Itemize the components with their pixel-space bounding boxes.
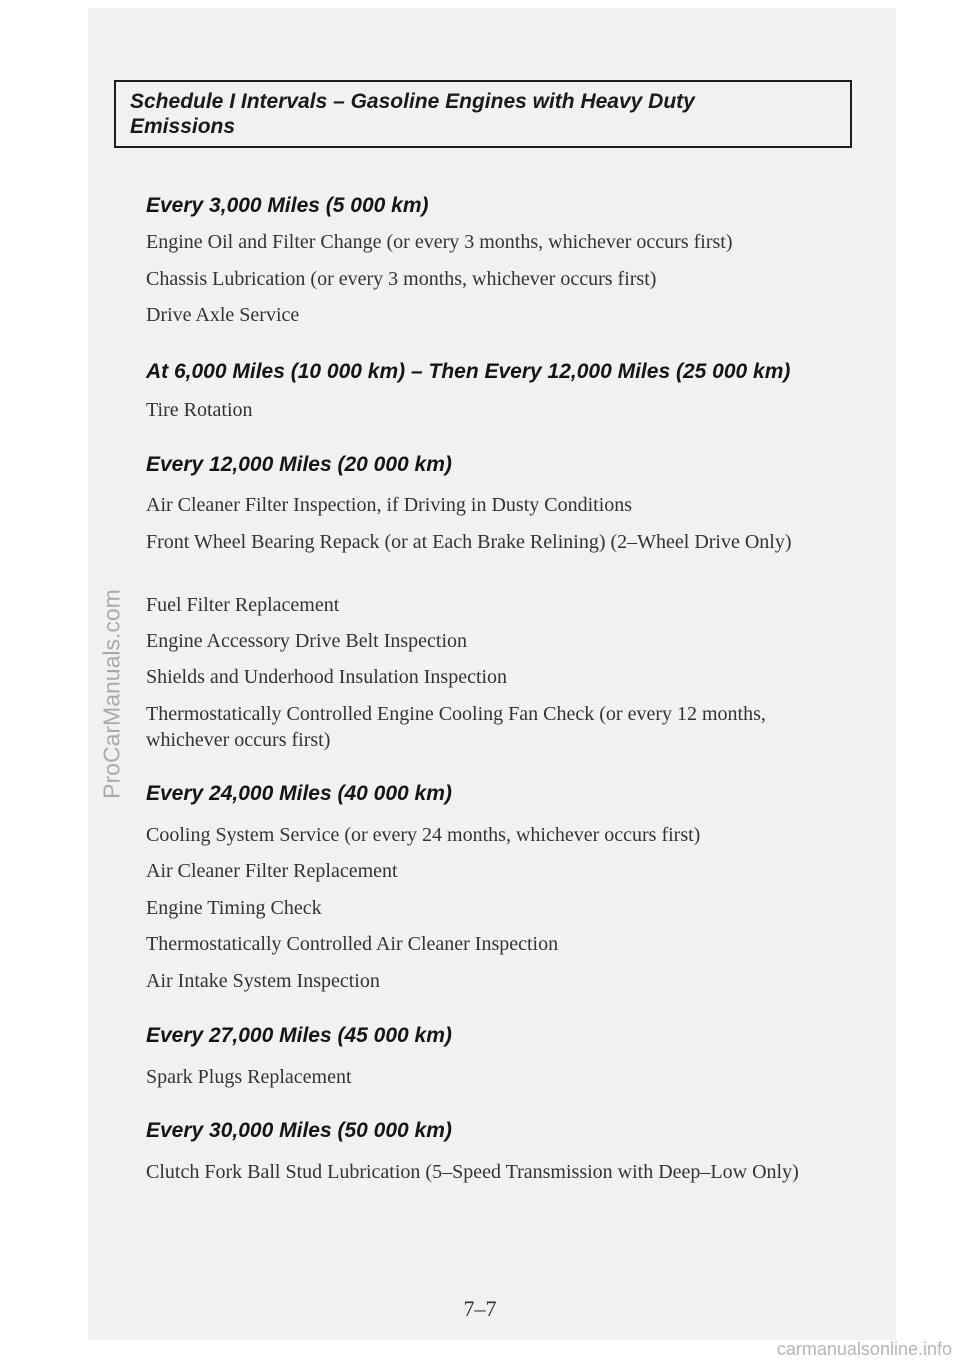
service-item: Engine Accessory Drive Belt Inspection xyxy=(146,630,468,652)
service-item: Tire Rotation xyxy=(146,399,253,421)
bottom-watermark: carmanualsonline.info xyxy=(776,1339,952,1359)
interval-heading-27000: Every 27,000 Miles (45 000 km) xyxy=(146,1024,452,1047)
interval-heading-24000: Every 24,000 Miles (40 000 km) xyxy=(146,782,452,805)
service-item: Engine Oil and Filter Change (or every 3 months, whichever occurs first) xyxy=(146,231,733,253)
service-item: Thermostatically Controlled Air Cleaner Inspection xyxy=(146,933,559,955)
side-watermark: ProCarManuals.com xyxy=(98,589,125,799)
page-number: 7–7 xyxy=(463,1296,497,1321)
service-item: Cooling System Service (or every 24 months, whichever occurs first) xyxy=(146,824,701,846)
service-item: Front Wheel Bearing Repack (or at Each Brake Relining) (2–Wheel Drive Only) xyxy=(146,531,792,553)
service-item: Shields and Underhood Insulation Inspection xyxy=(146,666,508,688)
service-item: Spark Plugs Replacement xyxy=(146,1066,352,1088)
service-item: Clutch Fork Ball Stud Lubrication (5–Speed Transmission with Deep–Low Only) xyxy=(146,1161,799,1183)
service-item: Air Intake System Inspection xyxy=(146,970,380,992)
service-item: Drive Axle Service xyxy=(146,304,300,326)
service-item: Air Cleaner Filter Replacement xyxy=(146,860,398,882)
service-item: Thermostatically Controlled Engine Cooling Fan Check (or every 12 months, whichever occurs first) xyxy=(146,703,766,751)
service-item: Air Cleaner Filter Inspection, if Driving in Dusty Conditions xyxy=(146,494,633,516)
interval-heading-6000: At 6,000 Miles (10 000 km) – Then Every 12,000 Miles (25 000 km) xyxy=(146,360,791,383)
service-item: Chassis Lubrication (or every 3 months, whichever occurs first) xyxy=(146,268,657,290)
interval-heading-30000: Every 30,000 Miles (50 000 km) xyxy=(146,1119,452,1142)
schedule-title-box xyxy=(114,80,852,148)
service-item: Engine Timing Check xyxy=(146,897,322,919)
service-item: Fuel Filter Replacement xyxy=(146,594,340,616)
interval-heading-3000: Every 3,000 Miles (5 000 km) xyxy=(146,194,429,217)
interval-heading-12000: Every 12,000 Miles (20 000 km) xyxy=(146,453,452,476)
schedule-title: Schedule I Intervals – Gasoline Engines with Heavy Duty Emissions xyxy=(130,90,695,138)
